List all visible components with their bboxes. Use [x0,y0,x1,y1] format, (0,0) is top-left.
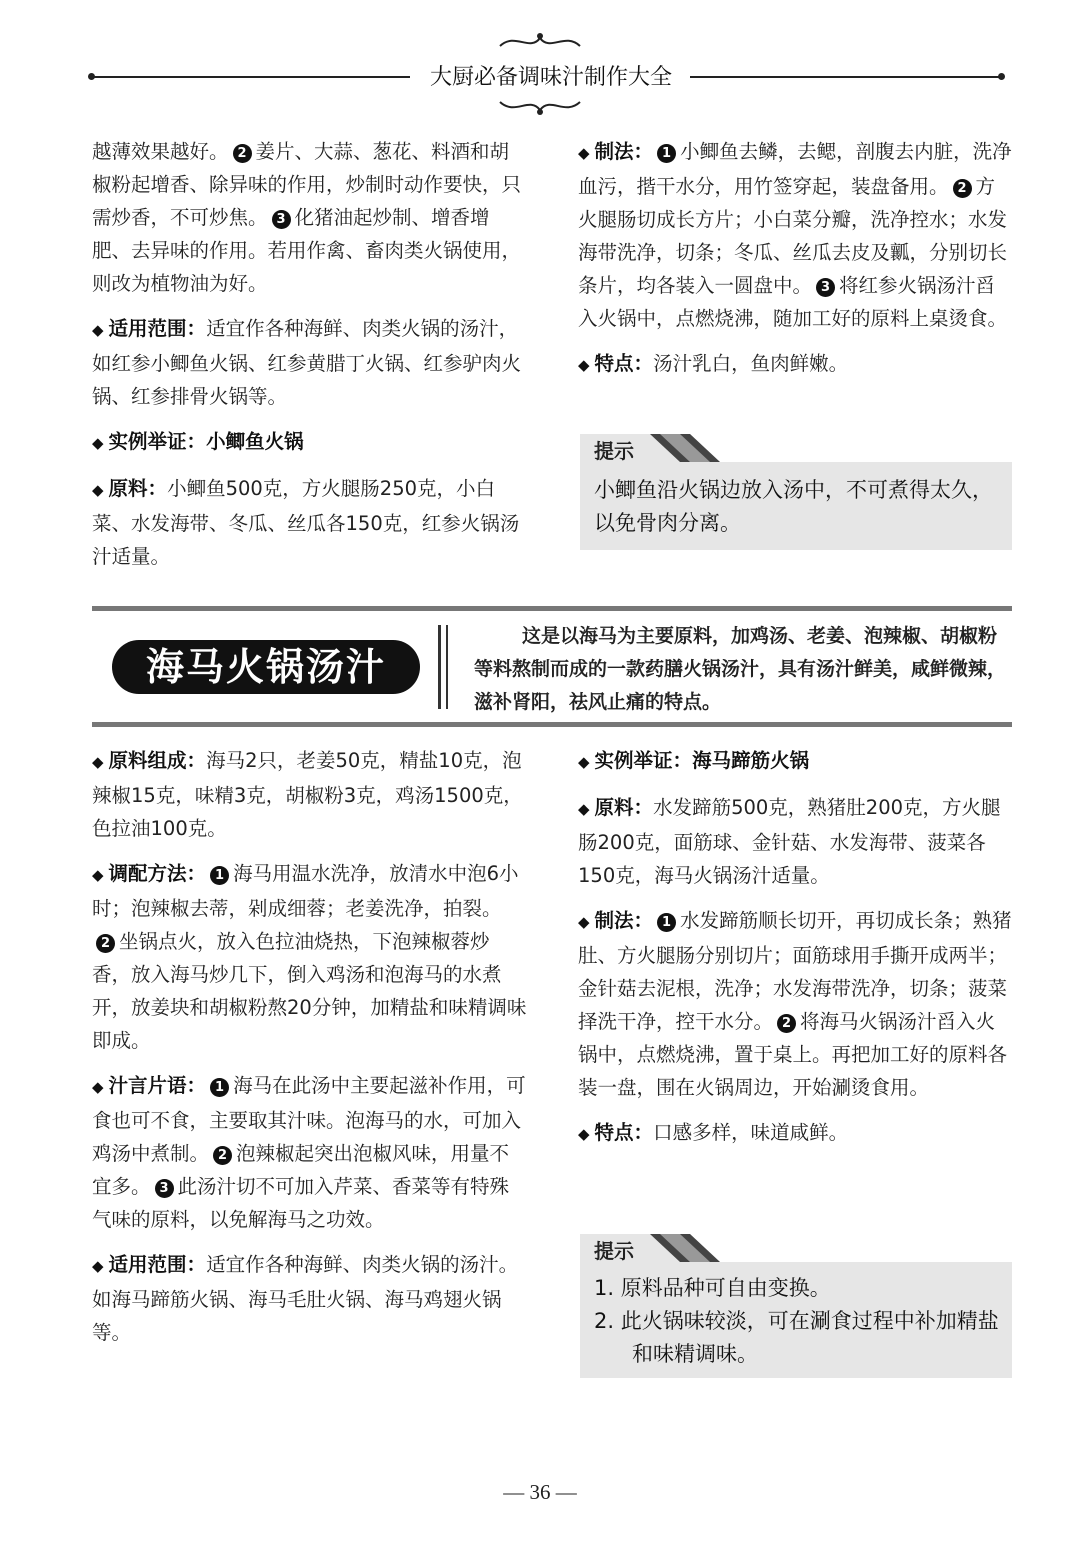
step-number: 1 [210,866,229,885]
ingredients-paragraph: ◆ 原料：小鲫鱼500克，方火腿肠250克，小白菜、水发海带、冬瓜、丝瓜各150克，红参火锅汤汁适量。 [92,477,520,568]
feature-paragraph: ◆ 特点：汤汁乳白，鱼肉鲜嫩。 [578,352,849,375]
step-number: 2 [953,179,972,198]
diamond-bullet-icon: ◆ [92,321,104,339]
header-ornament-bottom [0,94,1080,122]
diamond-bullet-icon: ◆ [92,753,104,771]
composition-paragraph: ◆ 原料组成：海马2只，老姜50克，精盐10克，泡辣椒15克，味精3克，胡椒粉3克，鸡汤1500克，色拉油100克。 [92,749,523,840]
diamond-bullet-icon: ◆ [578,1125,590,1143]
bottom-right-column [578,744,1014,1163]
step-number: 1 [210,1078,229,1097]
tip-label: 提示 [594,439,634,463]
diamond-bullet-icon: ◆ [92,1078,104,1096]
tip-item: 1. 原料品种可自由变换。 [594,1276,831,1300]
method-paragraph: ◆ 制法： 1 水发蹄筋顺长切开，再切成长条；熟猪肚、方火腿肠分别切片；面筋球用手撕开成两半；金针菇去泥根，洗净；水发海带洗净，切条；菠菜择洗干净，控干水分。 2 将海马火锅汤汁舀入火锅中，点燃烧沸，置于桌上。再把加工好的原料各装一盘，围在火锅周边，开始涮烫食用。 [578,909,1012,1099]
recipe-divider [446,625,448,709]
tip-label: 提示 [594,1239,634,1263]
scope-paragraph: ◆ 适用范围：适宜作各种海鲜、肉类火锅的汤汁。如海马蹄筋火锅、海马毛肚火锅、海马鸡翅火锅等。 [92,1253,519,1344]
step-number: 2 [213,1146,232,1165]
continued-text: 越薄效果越好。 2 姜片、大蒜、葱花、料酒和胡椒粉起增香、除异味的作用，炒制时动作要快，只需炒香，不可炒焦。 3 化猪油起炒制、增香增肥、去异味的作用。若用作禽、畜肉类火锅使用，则改为植物油为好。 [92,140,522,295]
recipe-band-top [92,606,1012,611]
diamond-bullet-icon: ◆ [92,866,104,884]
step-number: 1 [657,144,676,163]
feature-paragraph: ◆ 特点：口感多样，味道咸鲜。 [578,1121,849,1144]
diamond-bullet-icon: ◆ [578,753,590,771]
bottom-left-column [92,744,528,1361]
diamond-bullet-icon: ◆ [92,1257,104,1275]
step-number: 2 [96,934,115,953]
step-number: 3 [816,278,835,297]
header-ornament-top [0,30,1080,58]
step-number: 3 [155,1179,174,1198]
diamond-bullet-icon: ◆ [578,913,590,931]
tip-list [594,1272,1000,1371]
example-paragraph: ◆ 实例举证：小鲫鱼火锅 [92,430,304,453]
step-number: 2 [233,144,252,163]
page-number: — 36 — [503,1480,577,1504]
preparation-paragraph: ◆ 调配方法： 1 海马用温水洗净，放清水中泡6小时；泡辣椒去蒂，剁成细蓉；老姜洗净，拍裂。2 坐锅点火，放入色拉油烧热，下泡辣椒蓉炒香，放入海马炒几下，倒入鸡汤和泡海马的水煮开，放姜块和胡椒粉熬20分钟，加精盐和味精调味即成。 [92,862,527,1052]
method-paragraph: ◆ 制法： 1 小鲫鱼去鳞，去鳃，剖腹去内脏，洗净血污，揩干水分，用竹签穿起，装盘备用。 2 方火腿肠切成长方片；小白菜分瓣，洗净控水；水发海带洗净，切条；冬瓜、丝瓜去皮及瓤，分别切长条片，均各装入一圆盘中。 3 将红参火锅汤汁舀入火锅中，点燃烧沸，随加工好的原料上桌烫食。 [578,140,1012,330]
diamond-bullet-icon: ◆ [92,481,104,499]
scope-paragraph: ◆ 适用范围：适宜作各种海鲜、肉类火锅的汤汁，如红参小鲫鱼火锅、红参黄腊丁火锅、红参驴肉火锅、红参排骨火锅等。 [92,317,522,408]
tip-box-bottom [580,1239,1012,1378]
header-dot-right [998,73,1005,80]
recipe-intro: 这是以海马为主要原料，加鸡汤、老姜、泡辣椒、胡椒粉等料熬制而成的一款药膳火锅汤汁，具有汤汁鲜美，咸鲜微辣，滋补肾阳，祛风止痛的特点。 [474,625,1007,713]
step-number: 2 [777,1014,796,1033]
notes-paragraph: ◆ 汁言片语： 1 海马在此汤中主要起滋补作用，可食也可不食，主要取其汁味。泡海马的水，可加入鸡汤中煮制。 2 泡辣椒起突出泡椒风味，用量不宜多。 3 此汤汁切不可加入芹菜、香菜等有特殊气味的原料，以免解海马之功效。 [92,1074,526,1231]
step-number: 1 [657,913,676,932]
top-left-column [92,135,528,585]
top-right-column [578,135,1014,394]
step-number: 3 [272,210,291,229]
tip-item: 2. 此火锅味较淡，可在涮食过程中补加精盐和味精调味。 [594,1309,999,1366]
ingredients-paragraph: ◆ 原料：水发蹄筋500克，熟猪肚200克，方火腿肠200克，面筋球、金针菇、水发海带、菠菜各150克，海马火锅汤汁适量。 [578,796,1001,887]
diamond-bullet-icon: ◆ [578,356,590,374]
recipe-band-bottom [92,722,1012,727]
header-rule-left [92,76,410,78]
diamond-bullet-icon: ◆ [578,144,590,162]
diamond-bullet-icon: ◆ [92,434,104,452]
header-title: 大厨必备调味汁制作大全 [429,65,672,90]
recipe-title: 海马火锅汤汁 [112,640,420,694]
diamond-bullet-icon: ◆ [578,800,590,818]
tip-text: 小鲫鱼沿火锅边放入汤中，不可煮得太久，以免骨肉分离。 [594,478,993,535]
tip-box-top [580,439,1012,550]
header-rule-right [690,76,1000,78]
example-paragraph: ◆ 实例举证：海马蹄筋火锅 [578,749,810,772]
recipe-divider [438,625,441,709]
